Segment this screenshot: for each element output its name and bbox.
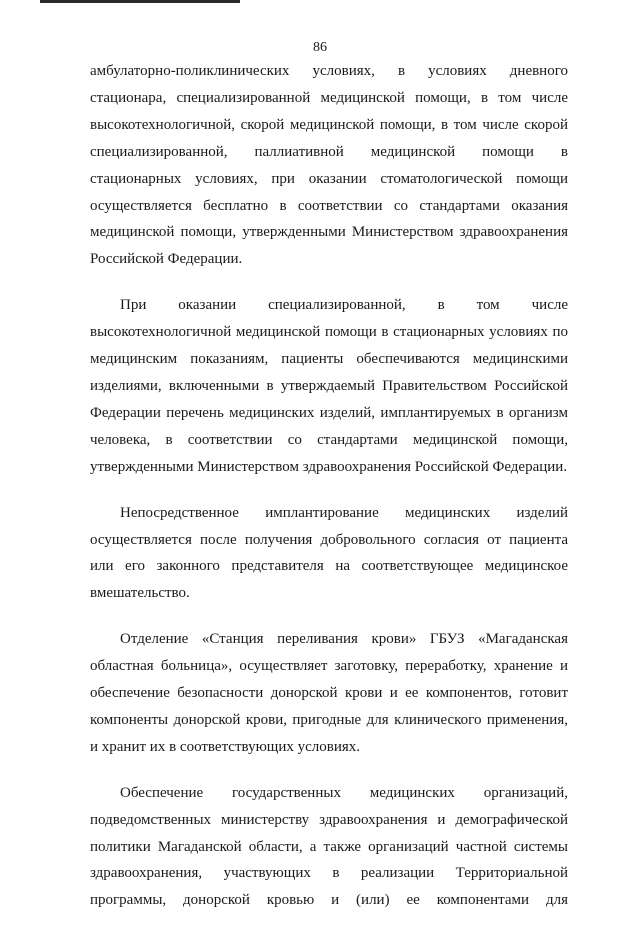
scan-edge-mark <box>40 0 240 3</box>
paragraph-5: Обеспечение государственных медицинских организаций, подведомственных министерству здравоохранения и демографической политики Магаданской области, а также организаций частной системы здравоохранения, участвующих в реализации Территориальной программы, донорской кровью и (или) ее компонентами для <box>90 784 568 909</box>
page-number: 86 <box>313 40 327 55</box>
document-body <box>90 58 568 933</box>
paragraph-1: амбулаторно-поликлинических условиях, в условиях дневного стационара, специализированной медицинской помощи, в том числе высокотехнологичной, скорой медицинской помощи, в том числе скорой специализированной, паллиативной медицинской помощи в стационарных условиях, при оказании стоматологической помощи осуществляется бесплатно в соответствии со стандартами оказания медицинской помощи, утвержденными Министерством здравоохранения Российской Федерации. <box>90 63 568 268</box>
paragraph-4: Отделение «Станция переливания крови» ГБУЗ «Магаданская областная больница», осуществляет заготовку, переработку, хранение и обеспечение безопасности донорской крови и ее компонентов, готовит компоненты донорской крови, пригодные для клинического применения, и хранит их в соответствующих условиях. <box>90 631 568 755</box>
paragraph-2: При оказании специализированной, в том числе высокотехнологичной медицинской помощи в стационарных условиях по медицинским показаниям, пациенты обеспечиваются медицинскими изделиями, включенными в утверждаемый Правительством Российской Федерации перечень медицинских изделий, имплантируемых в организм человека, в соответствии со стандартами медицинской помощи, утвержденными Министерством здравоохранения Российской Федерации. <box>90 297 568 475</box>
paragraph-3: Непосредственное имплантирование медицинских изделий осуществляется после получения добровольного согласия от пациента или его законного представителя на соответствующее медицинское вмешательство. <box>90 504 568 602</box>
